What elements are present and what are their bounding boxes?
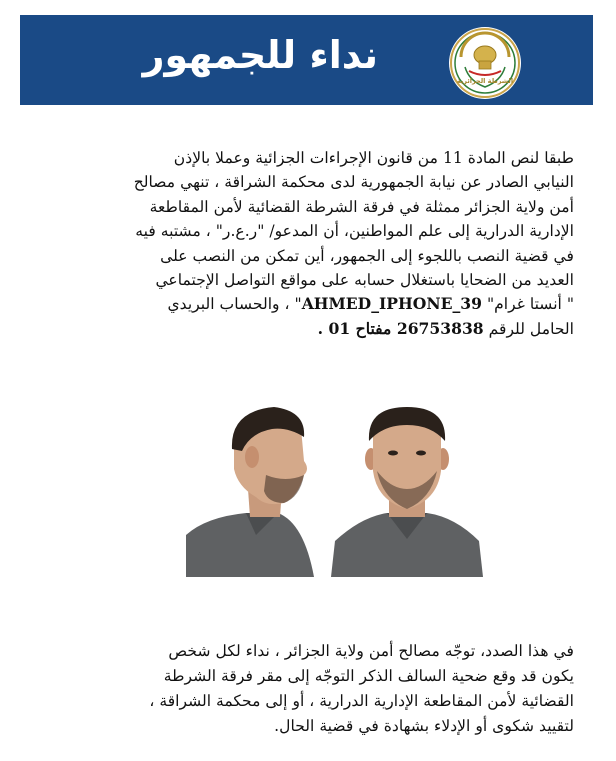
- text-line: في هذا الصدد، توجّه مصالح أمن ولاية الجزائر ، نداء لكل شخص: [168, 642, 574, 660]
- logo-caption: الشرطة الجزائرية: [456, 77, 514, 85]
- notice-paragraph-2: [38, 639, 574, 739]
- text-line: القضائية لأمن المقاطعة الإدارية الدرارية ، أو إلى محكمة الشراقة ،: [149, 692, 574, 710]
- platform-name: " أنستا غرام": [486, 295, 574, 314]
- text-line: [38, 317, 574, 341]
- postal-account-number: 26753838 مفتاح 01 .: [317, 318, 484, 338]
- text-line: الإدارية الدرارية إلى علم المواطنين، أن المدعو/ "ر.ع.ر" ، مشتبه فيه: [135, 222, 574, 241]
- text-line: في قضية النصب باللجوء إلى الجمهور، أين تمكن من النصب على: [160, 246, 574, 265]
- police-emblem-icon: [449, 27, 521, 99]
- banner-title: نداء للجمهور: [142, 33, 378, 77]
- account-handle: AHMED_IPHONE_39: [301, 294, 482, 314]
- text-line: [38, 292, 574, 316]
- text-line: النيابي الصادر عن نيابة الجمهورية لدى محكمة الشراقة ، تنهي مصالح: [133, 173, 574, 192]
- text-fragment: الحامل للرقم: [488, 319, 574, 338]
- suspect-front-photo: [331, 405, 483, 577]
- text-line: يكون قد وقع ضحية السالف الذكر التوجّه إلى مقر فرقة الشرطة: [163, 667, 574, 685]
- text-fragment: " ، والحساب البريدي: [167, 295, 302, 314]
- suspect-profile-photo: [186, 405, 338, 577]
- text-line: طبقا لنص المادة 11 من قانون الإجراءات الجزائية وعملا بالإذن: [173, 149, 574, 167]
- text-line: العديد من الضحايا باستغلال حسابه على مواقع التواصل الإجتماعي: [155, 271, 574, 290]
- text-line: أمن ولاية الجزائر ممثلة في فرقة الشرطة القضائية لأمن المقاطعة: [149, 197, 574, 216]
- notice-paragraph-1: [38, 146, 574, 341]
- text-line: لتقييد شكوى أو الإدلاء بشهادة في قضية الحال.: [274, 717, 574, 735]
